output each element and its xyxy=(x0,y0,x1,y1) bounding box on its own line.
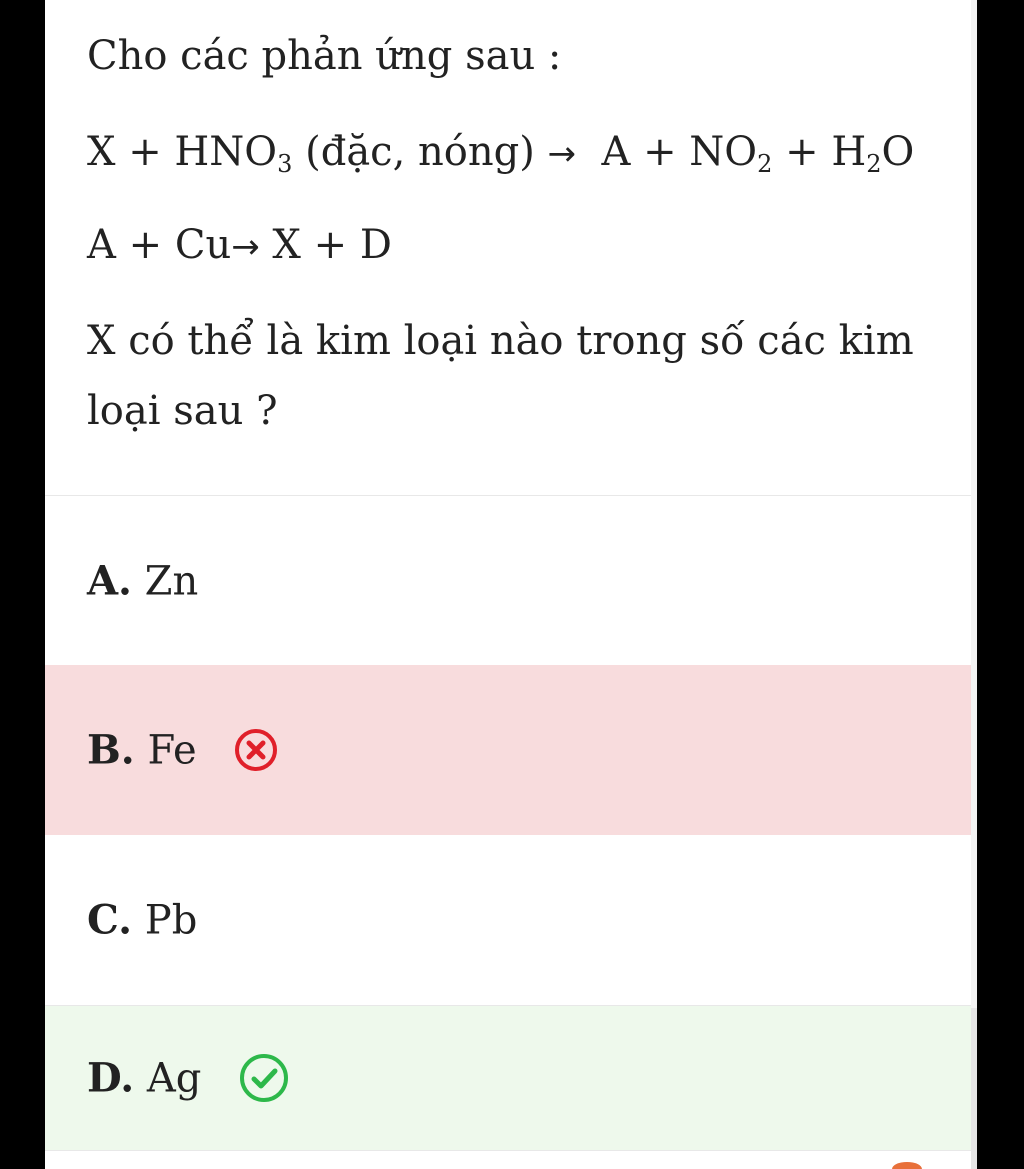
scrollbar[interactable] xyxy=(971,0,977,1169)
divider xyxy=(45,1150,971,1151)
reaction-1-rhs-c: O xyxy=(881,129,915,175)
option-a-label: A. Zn xyxy=(87,557,199,604)
option-c-label: C. Pb xyxy=(87,896,198,944)
reaction-1-rhs-b: + H xyxy=(772,129,867,175)
wrong-x-circle-icon xyxy=(234,728,278,772)
option-b[interactable] xyxy=(45,665,971,835)
reaction-1-rhs-a: A + NO xyxy=(601,129,758,175)
reaction-2-rhs: X + D xyxy=(259,222,392,268)
option-b-label: B. Fe xyxy=(87,726,197,774)
option-d[interactable] xyxy=(45,1006,971,1150)
reaction-arrow-icon: → xyxy=(231,227,260,267)
reaction-1-rhs-b-sub: 2 xyxy=(866,150,882,178)
option-d-label: D. Ag xyxy=(87,1054,202,1102)
question-prompt: X có thể là kim loại nào trong số các kim loại sau ? xyxy=(87,318,914,434)
question-card xyxy=(45,0,971,1169)
reaction-1-lhs-sub: 3 xyxy=(277,150,293,178)
option-a[interactable] xyxy=(45,496,971,665)
question-intro: Cho các phản ứng sau : xyxy=(87,33,562,79)
scrollbar-thumb[interactable] xyxy=(971,0,977,1008)
reaction-2-lhs: A + Cu xyxy=(87,222,232,268)
floating-button-edge[interactable] xyxy=(892,1162,922,1169)
check-circle-icon xyxy=(239,1053,289,1103)
reaction-arrow-icon: → xyxy=(547,134,577,174)
reaction-1-rhs-a-sub: 2 xyxy=(757,150,773,178)
reaction-1-lhs: X + HNO xyxy=(87,129,278,175)
option-c[interactable] xyxy=(45,835,971,1005)
reaction-2 xyxy=(87,222,392,268)
reaction-1-condition: (đặc, nóng) xyxy=(292,129,548,175)
reaction-1 xyxy=(87,129,915,178)
